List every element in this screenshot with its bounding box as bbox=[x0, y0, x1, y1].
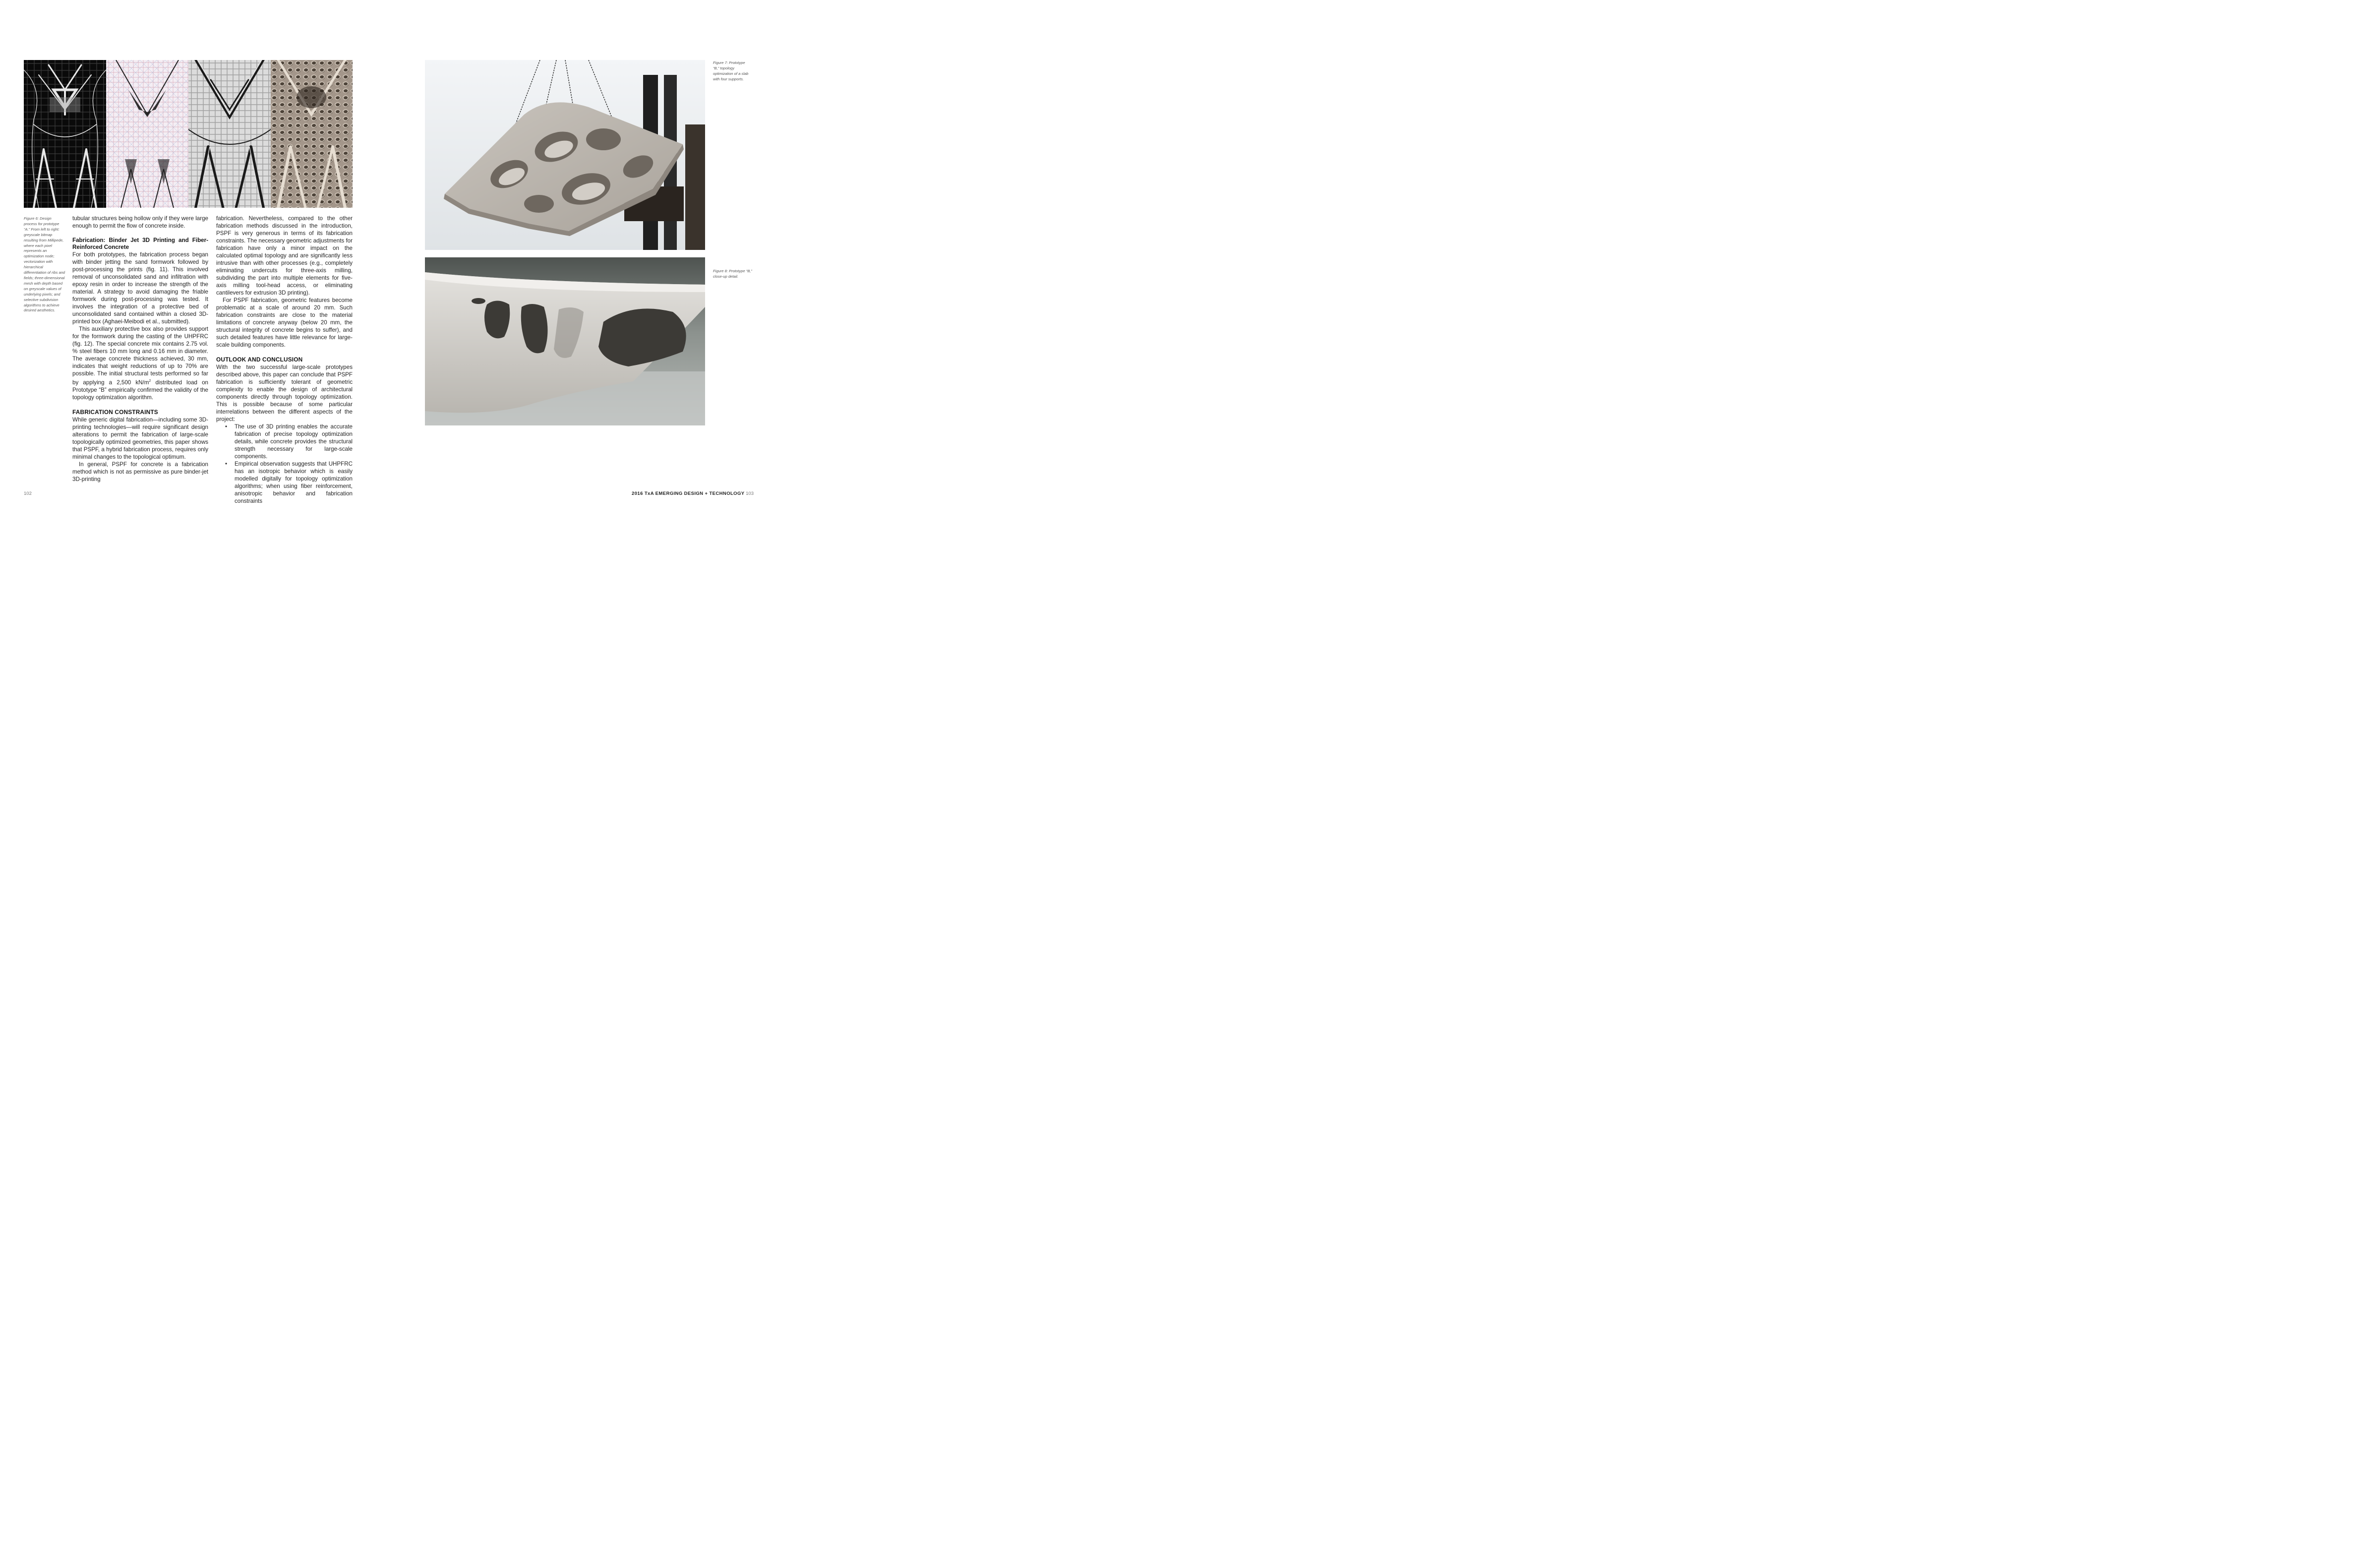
paragraph: tubular structures being hollow only if they were large enough to permit the flow of concrete inside. bbox=[72, 215, 208, 229]
figure-7-caption: Figure 7: Prototype “B,” topology optimization of a slab with four supports. bbox=[713, 60, 749, 81]
journal-title: 2016 TxA EMERGING DESIGN + TECHNOLOGY bbox=[632, 491, 745, 496]
page-number-right: 103 bbox=[746, 491, 754, 496]
bullet-list bbox=[216, 423, 353, 505]
figure-7-photo bbox=[425, 60, 705, 250]
paragraph: For PSPF fabrication, geometric features become problematic at a scale of around 20 mm. Such fabrication constraints are close to the material limitations of concrete anyway (below 20 mm, the structural integrity of concrete begins to suffer), and such detailed features have little relevance for large-scale building components. bbox=[216, 297, 353, 348]
figure-6-panel-vectorization bbox=[106, 60, 188, 208]
paragraph: With the two successful large-scale prototypes described above, this paper can conclude that PSPF fabrication is sufficiently tolerant of geometric complexity to enable the design of architectural components directly through topology optimization. This is possible because of some particular interrelations between the different aspects of the project: bbox=[216, 364, 353, 422]
figure-6-panel-mesh bbox=[188, 60, 271, 208]
bullet-item: • The use of 3D printing enables the accurate fabrication of precise topology optimization details, while concrete provides the structural strength necessary for large-scale components. bbox=[235, 423, 353, 460]
subsection-heading-fabrication: Fabrication: Binder Jet 3D Printing and Fiber-Reinforced Concrete bbox=[72, 237, 208, 250]
bullet-item: • Empirical observation suggests that UHPFRC has an isotropic behavior which is easily modelled digitally for topology optimization algorithms; when using fiber reinforcement, anisotropic behavior and fabrication constraints bbox=[235, 460, 353, 505]
figure-6-panel-render bbox=[271, 60, 353, 208]
paragraph: fabrication. Nevertheless, compared to the other fabrication methods discussed in the introduction, PSPF is very generous in terms of its fabrication constraints. The necessary geometric adjustments for fabrication have only a minor impact on the calculated optimal topology and are significantly less intrusive than with other processes (e.g., completely eliminating undercuts for three-axis milling, subdividing the part into multiple elements for five-axis milling tool-head access, or eliminating cantilevers for extrusion 3D printing). bbox=[216, 215, 353, 296]
figure-8-photo bbox=[425, 257, 705, 425]
section-heading-outlook: OUTLOOK AND CONCLUSION bbox=[216, 356, 303, 363]
text-column-1 bbox=[72, 215, 208, 483]
figure-6-caption: Figure 6: Design process for prototype “A.” From left to right: greyscale bitmap resulting from Millipede, where each pixel represents an optimization node; vectorization with hierarchical differentiation of ribs and fields; three-dimensional mesh with depth based on greyscale values of underlying pixels; and selective subdivision algorithms to achieve desired aesthetics. bbox=[24, 216, 65, 313]
running-footer bbox=[632, 491, 754, 496]
figure-6 bbox=[24, 60, 353, 208]
section-heading-fabrication-constraints: FABRICATION CONSTRAINTS bbox=[72, 408, 158, 416]
figure-8-caption: Figure 8: Prototype “B,” close-up detail. bbox=[713, 269, 752, 279]
paragraph: While generic digital fabrication—including some 3D-printing technologies—will require significant design alterations to permit the fabrication of large-scale topologically optimized geometries, this paper shows that PSPF, a hybrid fabrication process, requires only minimal changes to the topological optimum. bbox=[72, 416, 208, 460]
paragraph: For both prototypes, the fabrication process began with binder jetting the sand formwork followed by post-processing the prints (fig. 11). This involved removal of unconsolidated sand and infiltration with epoxy resin in order to increase the strength of the material. A strategy to avoid damaging the friable formwork during post-processing was tested. It involves the integration of a protective bed of unconsolidated sand contained within a closed 3D-printed box (Aghaei-Meibodi et al., submitted). bbox=[72, 251, 208, 325]
page-number-left: 102 bbox=[24, 491, 32, 496]
figure-6-panel-bitmap bbox=[24, 60, 106, 208]
paragraph: This auxiliary protective box also provides support for the formwork during the casting of the UHPFRC (fig. 12). The special concrete mix contains 2.75 vol. % steel fibers 10 mm long and 0.16 mm in diameter. The average concrete thickness achieved, 30 mm, indicates that weight reductions of up to 70% are possible. The initial structural tests performed so far by applying a 2,500 $kN/m^2$ distributed load on Prototype “B” empirically confirmed the validity of the topology optimization algorithm. bbox=[72, 326, 208, 401]
text-column-2 bbox=[216, 215, 353, 505]
paragraph: In general, PSPF for concrete is a fabrication method which is not as permissive as pure binder-jet 3D-printing bbox=[72, 461, 208, 482]
